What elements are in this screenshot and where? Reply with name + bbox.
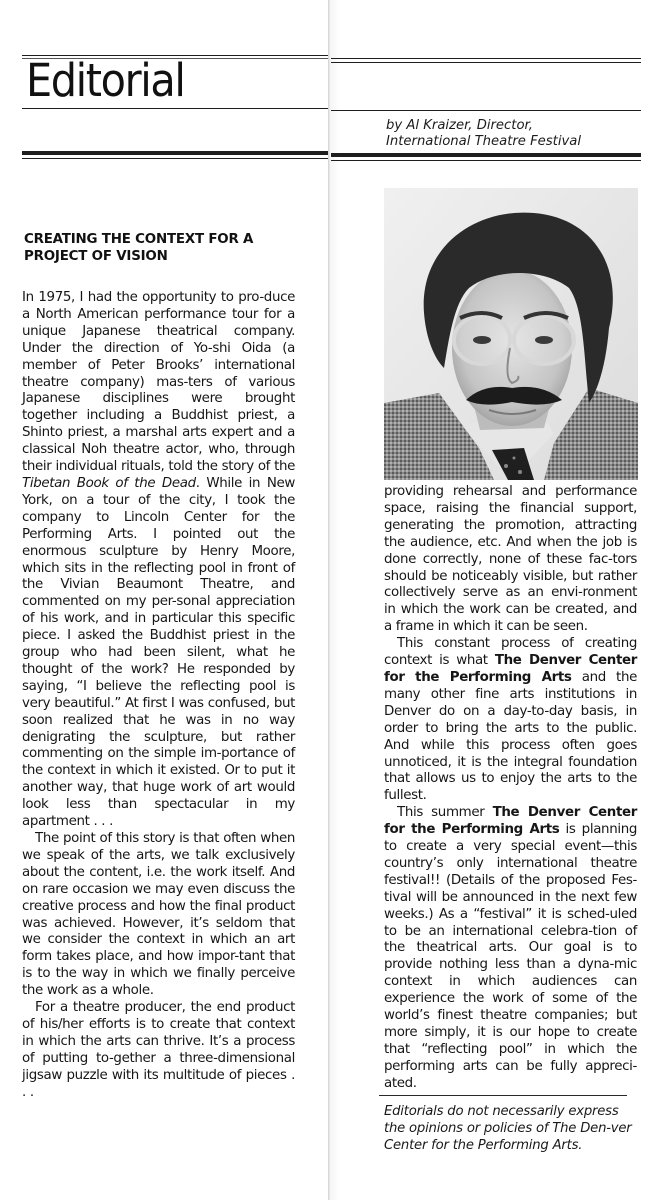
author-portrait-photo	[384, 188, 638, 480]
right-column	[384, 484, 637, 1093]
body-paragraph-4: providing rehearsal and performance space, raising the financial support, generating the promotion, attracting the audience, etc. And when the job is done correctly, none of these fac-tors should be noticeably visible, but rather collectively serve as an envi-ronment in which the work can be created, and a frame in which it can be seen.	[384, 484, 637, 635]
header-thin-rule-left	[22, 158, 328, 159]
byline-author: by Al Kraizer, Director,	[386, 118, 533, 133]
page-gutter-shadow	[330, 0, 340, 1200]
body-paragraph-1	[22, 290, 295, 831]
body-paragraph-6	[384, 805, 637, 1092]
body-paragraph-5	[384, 636, 637, 805]
page-title: Editorial	[26, 54, 185, 107]
headline-line-2: PROJECT OF VISION	[24, 248, 168, 264]
paragraph-text: This constant process of creating context is what	[384, 636, 637, 669]
headline-line-1: CREATING THE CONTEXT FOR A	[24, 232, 254, 247]
paragraph-text: In 1975, I had the opportunity to pro-duce a North American performance tour for a unique Japanese theatrical company. Under the direction of Yo-shi Oida (a member of Peter Brooks’ international theatre company) mas-ters of various Japanese disciplines were brought together including a Buddhist priest, a Shinto priest, a marshal arts expert and a classical Noh theatre actor, who, through their individual rituals, told the story of the	[22, 290, 295, 475]
header-thin-rule-right	[331, 160, 641, 161]
top-rule-right-upper	[331, 58, 641, 59]
byline-title: International Theatre Festival	[386, 134, 582, 149]
organization-name: The Denver Center for the Performing Arts	[384, 653, 637, 685]
organization-name: The Denver Center for the Performing Arts	[384, 805, 637, 838]
byline	[386, 118, 581, 150]
paragraph-text: is planning to create a very special event—this country’s only international theatre festival!! (Details of the proposed Fes-tival will be announced in the next few weeks.) As a “festival” it is sched-uled to be an international celebra-tion of the theatrical arts. Our goal is to provide nothing less than a dyna-mic context in which audiences can experience the work of some of the world’s finest theatre companies; but more simply, it is our hope to create that “reflecting pool” in which the performing arts can be fully appreci-ated.	[384, 822, 637, 1091]
body-paragraph-2: The point of this story is that often when we speak of the arts, we talk exclusively about the content, i.e. the work itself. And on rare occasion we may even discuss the creative process and how the final product was achieved. However, it’s seldom that we consider the context in which an art form takes place, and how impor-tant that is to the way in which we finally perceive the work as a whole.	[22, 831, 295, 999]
book-title: Tibetan Book of the Dead	[22, 475, 196, 491]
top-rule-right-lower	[331, 62, 641, 63]
title-underline-left	[22, 108, 328, 109]
article-headline	[24, 232, 314, 265]
portrait-illustration	[384, 188, 638, 480]
left-column	[22, 290, 295, 1102]
paragraph-text: This summer	[397, 805, 493, 821]
body-paragraph-3: For a theatre producer, the end product of his/her efforts is to create that context in which the arts can thrive. It’s a process of putting to-gether a three-dimensional jigsaw puzzle with its multitude of pieces . . .	[22, 1000, 295, 1100]
paragraph-text: and the many other fine arts institutions in Denver do on a day-to-day basis, in order to bring the arts to the public. And while this process often goes unnoticed, it is the integral foundation that allows us to enjoy the arts to the fullest.	[384, 669, 637, 804]
paragraph-text: . While in New York, on a tour of the city, I took the company to Lincoln Center for the Performing Arts. I pointed out the enormous sculpture by Henry Moore, which sits in the reflecting pool in front of the Vivian Beaumont Theatre, and commented on my per-sonal appreciation of his work, and in particular this specific piece. I asked the Buddhist priest in the group who had been silent, what he thought of the work? He responded by saying, “I believe the reflecting pool is very beautiful.” At first I was confused, but soon realized that he was in no way denigrating the sculpture, but rather commenting on the simple im-portance of the context in which it existed. Or to put it another way, that huge work of art would look less than spectacular in my apartment . . .	[22, 475, 296, 830]
disclaimer-divider	[379, 1095, 627, 1096]
header-heavy-rule-left	[22, 151, 328, 155]
editorial-disclaimer: Editorials do not necessarily express the opinions or policies of The Den-ver Center for the Performing Arts.	[384, 1104, 632, 1153]
title-underline-right	[331, 110, 641, 111]
header-heavy-rule-right	[331, 153, 641, 157]
